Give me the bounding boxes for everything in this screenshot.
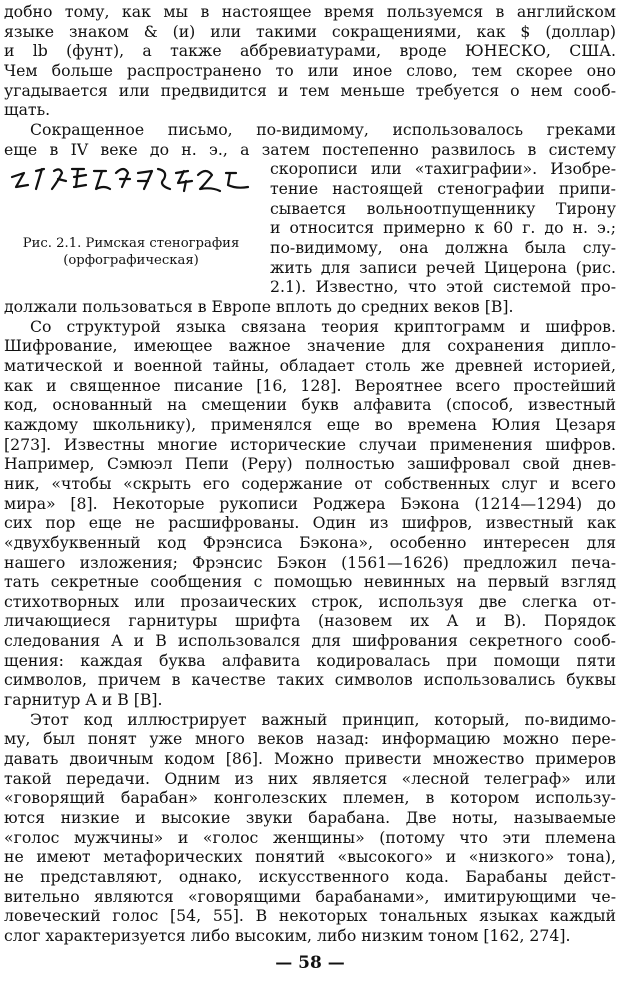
text-line: символов, причем в качестве таких символов использовались буквы [4,670,616,690]
text-line: щения: каждая буква алфавита кодировалась при помощи пяти [4,650,616,670]
text-line: сывается вольноотпущеннику Тирону [270,198,616,218]
text-line: нашего изложения; Фрэнсис Бэкон (1561—1626) предложил печа- [4,552,616,572]
text-line: и lb (фунт), а также аббревиатурами, вроде ЮНЕСКО, США. [4,41,616,61]
figure-caption [0,235,262,269]
text-line: гарнитур A и B [B]. [4,690,163,710]
text-line: тать секретные сообщения с помощью невинных на первый взгляд [4,572,616,592]
text-line: му, был понят уже много веков назад: информацию можно пере- [4,729,616,749]
text-line: языке знаком & (и) или такими сокращениями, как $ (доллар) [4,21,616,41]
text-line: «голос мужчины» и «голос женщины» (потому что эти племена [4,827,616,847]
text-line: Чем больше распространено то или иное слово, тем скорее оно [4,61,616,80]
text-line: мира» [8]. Некоторые рукописи Роджера Бэкона (1214—1294) до [4,493,616,513]
text-line: ник, «чтобы «скрыть его содержание от собственных слуг и всего [4,473,616,493]
text-line: каждому школьнику), применялся еще во времена Юлия Цезаря [4,414,616,434]
text-line: код, основанный на смещении букв алфавита (способ, известный [4,395,616,415]
text-line: Например, Сэмюэл Пепи (Реру) полностью зашифровал свой днев- [4,454,616,474]
text-line: добно тому, как мы в настоящее время пользуемся в английском [4,2,616,21]
text-line: давать двоичным кодом [86]. Можно привести множество примеров [4,749,616,769]
text-line: Сокращенное письмо, по-видимому, использовалось греками [30,120,616,139]
text-line: стихотворных или прозаических строк, используя две слегка от- [4,591,616,611]
text-line: жить для записи речей Цицерона (рис. [270,257,616,277]
shorthand-glyphs-image [8,159,256,201]
text-line: [273]. Известны многие исторические случаи применения шифров. [4,434,616,454]
text-line: 2.1). Известно, что этой системой про- [270,277,616,297]
text-line: слог характеризуется либо высоким, либо низким тоном [162, 274]. [4,926,571,945]
text-line: личающиеся гарнитуры шрифта (назовем их A и B). Порядок [4,611,616,631]
text-line: ются низкие и высокие звуки барабана. Две ноты, называемые [4,808,616,827]
text-line: должали пользоваться в Европе вплоть до средних веков [B]. [4,296,514,316]
text-line: не представляют, однако, искусственного кода. Барабаны дейст- [4,867,616,886]
text-line: Со структурой языка связана теория криптограмм и шифров. [30,316,616,336]
text-line: тение настоящей стенографии припи- [270,178,616,198]
text-line: сих пор еще не расшифрованы. Один из шифров, известный как [4,513,616,533]
text-line: Шифрование, имеющее важное значение для сохранения дипло- [4,336,616,356]
figure-roman-shorthand [0,155,262,273]
text-line: угадывается или предвидится и тем меньше требуется о нем сооб- [4,80,616,100]
text-line: следования A и B использовался для шифрования секретного сооб- [4,631,616,651]
text-line: матической и военной тайны, обладает столь же древней историей, [4,355,616,375]
text-line: «двухбуквенный код Фрэнсиса Бэкона», особенно интересен для [4,532,616,552]
text-line: скорописи или «тахиграфии». Изобре- [270,159,616,179]
text-line: вительно являются «говорящими барабанами», имитирующими че- [4,886,616,906]
text-line: и относится примерно к 60 г. до н. э.; [270,218,616,238]
text-line: по-видимому, она должна была слу- [270,237,616,257]
text-line: щать. [4,100,51,120]
figure-caption-line: (орфографическая) [63,253,199,269]
text-line: еще в IV веке до н. э., а затем постепенно развилось в систему [4,139,616,159]
text-line: «говорящий барабан» конголезских племен, в котором использу- [4,788,616,808]
text-line: не имеют метафорических понятий «высокого» и «низкого» тона), [4,847,616,867]
page-number: — 58 — [275,953,345,973]
text-line: как и священное писание [16, 128]. Вероятнее всего простейший [4,375,616,395]
figure-caption-line: Рис. 2.1. Римская стенография [22,236,240,252]
text-line: Этот код иллюстрирует важный принцип, который, по-видимо- [30,709,616,729]
text-line: ловеческий голос [54, 55]. В некоторых тональных языках каждый [4,906,616,926]
text-line: такой передачи. Одним из них является «лесной телеграф» или [4,768,616,788]
